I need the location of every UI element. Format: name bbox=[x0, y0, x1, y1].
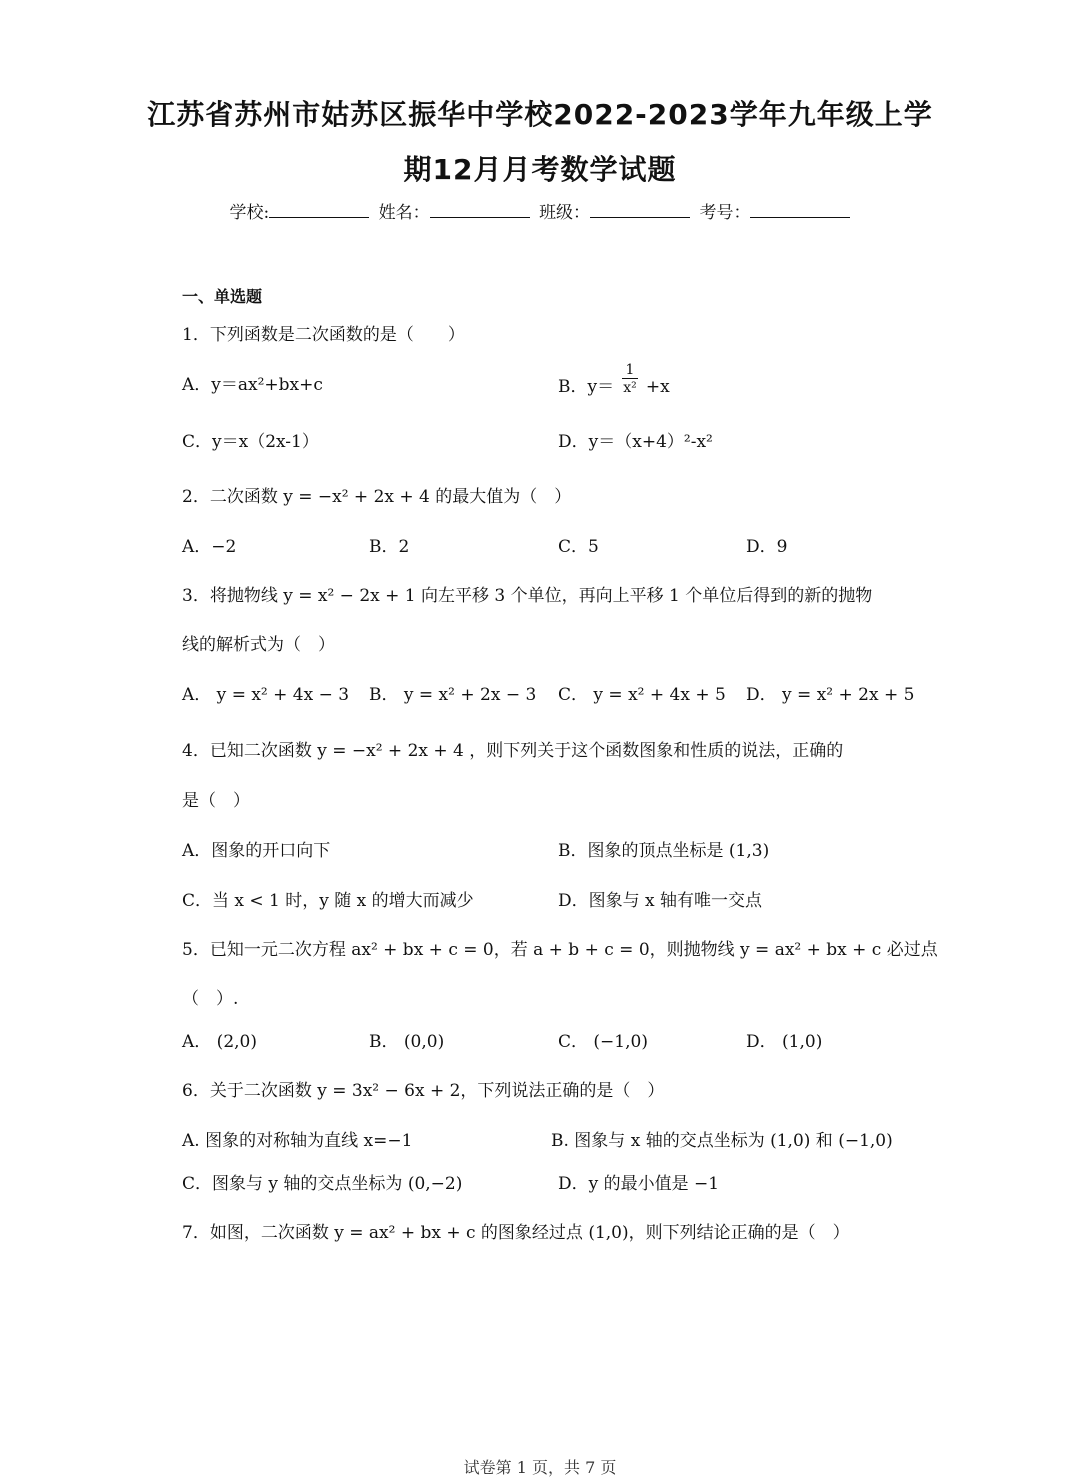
q1-option-b-fraction bbox=[622, 362, 639, 397]
q4-option-d: D．图象与 x 轴有唯一交点 bbox=[558, 891, 763, 911]
q1-fraction-denominator: x² bbox=[623, 380, 637, 396]
q1-option-b-prefix: B．y＝ bbox=[558, 377, 615, 397]
q4-stem-line2: 是（ ） bbox=[182, 791, 250, 811]
q1-option-d: D．y＝（x+4）²-x² bbox=[558, 432, 713, 452]
class-field[interactable] bbox=[590, 201, 690, 218]
q6-stem: 6．关于二次函数 y = 3x² − 6x + 2，下列说法正确的是（ ） bbox=[182, 1081, 665, 1101]
q1-fraction-numerator: 1 bbox=[622, 362, 639, 379]
name-label: 姓名： bbox=[378, 203, 430, 223]
q2-stem: 2．二次函数 y = −x² + 2x + 4 的最大值为（ ） bbox=[182, 487, 572, 507]
q3-option-c: C． y = x² + 4x + 5 bbox=[558, 685, 726, 705]
q1-option-c: C．y＝x（2x-1） bbox=[182, 432, 319, 452]
q6-option-b: B. 图象与 x 轴的交点坐标为 (1,0) 和 (−1,0) bbox=[551, 1131, 893, 1151]
q3-stem-line1: 3．将抛物线 y = x² − 2x + 1 向左平移 3 个单位，再向上平移 1 个单位后得到的新的抛物 bbox=[182, 586, 873, 606]
q6-option-c: C．图象与 y 轴的交点坐标为 (0,−2) bbox=[182, 1174, 463, 1194]
page-footer: 试卷第 1 页，共 7 页 bbox=[463, 1458, 617, 1477]
q4-stem-line1: 4．已知二次函数 y = −x² + 2x + 4 ，则下列关于这个函数图象和性质的说法，正确的 bbox=[182, 741, 844, 761]
q2-option-c: C．5 bbox=[558, 537, 599, 557]
q5-option-c: C． (−1,0) bbox=[558, 1032, 648, 1052]
class-label: 班级： bbox=[539, 203, 591, 223]
q5-stem-line2: （ ）. bbox=[182, 989, 239, 1009]
q7-stem: 7．如图，二次函数 y = ax² + bx + c 的图象经过点 (1,0)，则下列结论正确的是（ ） bbox=[182, 1223, 850, 1243]
q2-option-d: D．9 bbox=[746, 537, 788, 557]
q5-option-b: B． (0,0) bbox=[369, 1032, 445, 1052]
q2-option-b: B．2 bbox=[369, 537, 410, 557]
q4-option-b: B．图象的顶点坐标是 (1,3) bbox=[558, 841, 770, 861]
school-label: 学校: bbox=[229, 203, 270, 223]
q6-option-d: D．y 的最小值是 −1 bbox=[558, 1174, 720, 1194]
q5-stem-line1: 5．已知一元二次方程 ax² + bx + c = 0，若 a + b + c = 0，则抛物线 y = ax² + bx + c 必过点 bbox=[182, 940, 938, 960]
q4-option-a: A．图象的开口向下 bbox=[182, 841, 331, 861]
school-field[interactable] bbox=[269, 201, 369, 218]
q3-option-b: B． y = x² + 2x − 3 bbox=[369, 685, 537, 705]
exam-title-line2: 期12月月考数学试题 bbox=[403, 153, 677, 186]
number-label: 考号： bbox=[699, 203, 751, 223]
q3-stem-line2: 线的解析式为（ ） bbox=[182, 635, 335, 655]
q3-option-a: A． y = x² + 4x − 3 bbox=[182, 685, 350, 705]
q4-option-c: C．当 x < 1 时，y 随 x 的增大而减少 bbox=[182, 891, 474, 911]
student-info-row bbox=[0, 198, 1080, 223]
q1-option-b-suffix: +x bbox=[645, 377, 670, 397]
q1-option-b bbox=[558, 362, 670, 397]
q2-option-a: A．−2 bbox=[182, 537, 237, 557]
q6-option-a: A. 图象的对称轴为直线 x=−1 bbox=[182, 1131, 413, 1151]
name-field[interactable] bbox=[430, 201, 530, 218]
q3-option-d: D． y = x² + 2x + 5 bbox=[746, 685, 915, 705]
q5-option-a: A． (2,0) bbox=[182, 1032, 257, 1052]
exam-title-line1: 江苏省苏州市姑苏区振华中学校2022-2023学年九年级上学 bbox=[147, 98, 933, 131]
section-heading: 一、单选题 bbox=[182, 287, 263, 306]
q1-stem: 1．下列函数是二次函数的是（ ） bbox=[182, 325, 465, 345]
q5-option-d: D． (1,0) bbox=[746, 1032, 823, 1052]
number-field[interactable] bbox=[750, 201, 850, 218]
q1-option-a: A．y＝ax²+bx+c bbox=[182, 375, 323, 395]
